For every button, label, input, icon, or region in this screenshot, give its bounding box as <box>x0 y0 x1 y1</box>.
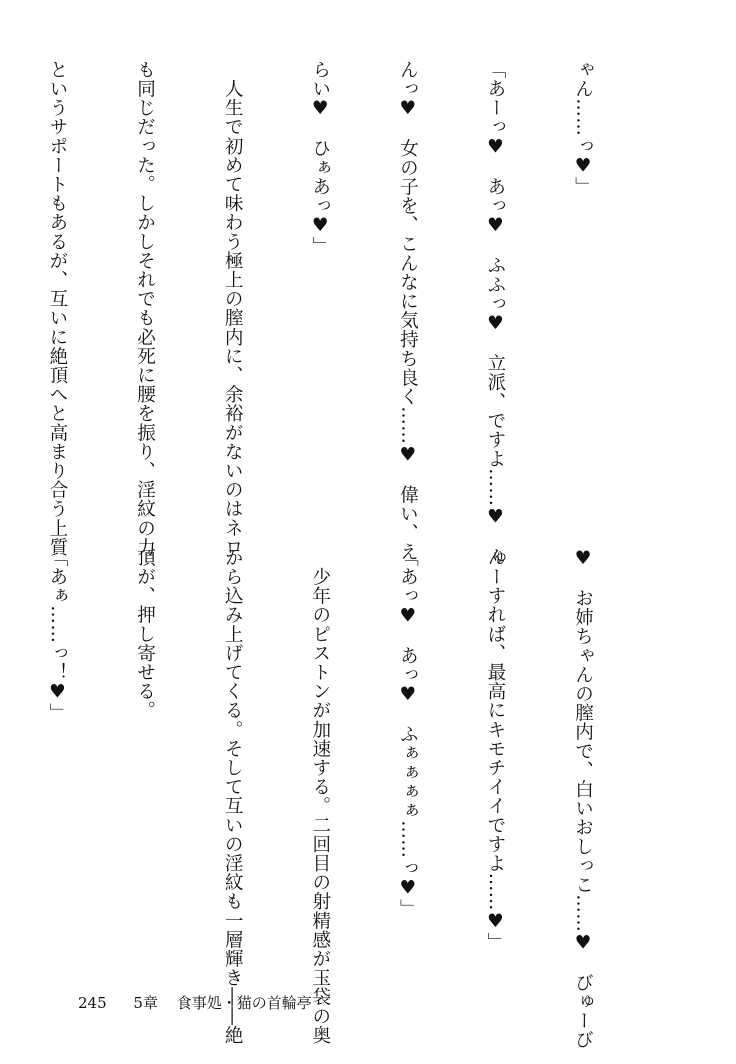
text-line: 頂が、押し寄せる。 <box>134 548 156 720</box>
text-line: らい♥ ひぁあっ♥」 <box>309 60 331 256</box>
text-line: 少年のピストンが加速する。二回目の射精感が玉袋の奥 <box>309 548 331 1045</box>
text-block-upper <box>46 60 656 567</box>
page-footer <box>78 993 312 1013</box>
text-line: ゃん……っ♥」 <box>572 60 594 197</box>
chapter-number: 5章 <box>133 994 158 1012</box>
text-line: 人生で初めて味わう極上の膣内に、余裕がないのはネロ <box>222 60 244 557</box>
text-line: から込み上げてくる。そして互いの淫紋も一層輝き――絶 <box>222 548 244 1045</box>
text-line: ゅーすれば、最高にキモチイイですよ……♥」 <box>484 548 506 952</box>
text-line: 「あーっ♥ あっ♥ ふふっ♥ 立派、ですよ……♥ ん <box>484 60 506 567</box>
text-line: も同じだった。しかしそれでも必死に腰を振り、淫紋の力 <box>134 60 156 557</box>
text-line: んっ♥ 女の子を、こんなに気持ち良く……♥ 偉い、え <box>397 60 419 562</box>
text-line: 「あぁ……っ！♥」 <box>46 548 68 723</box>
text-line: というサポートもあるが、互いに絶頂へと高まり合う上質 <box>46 60 68 557</box>
chapter-title: 食事処・猫の首輪亭 <box>176 994 312 1012</box>
page-number: 245 <box>78 994 107 1012</box>
text-line: 「あっ♥ あっ♥ ふぁぁぁぁ……っ♥」 <box>397 548 419 919</box>
text-line: ♥ お姉ちゃんの膣内で、白いおしっこ……♥ びゅーび <box>572 548 594 1050</box>
